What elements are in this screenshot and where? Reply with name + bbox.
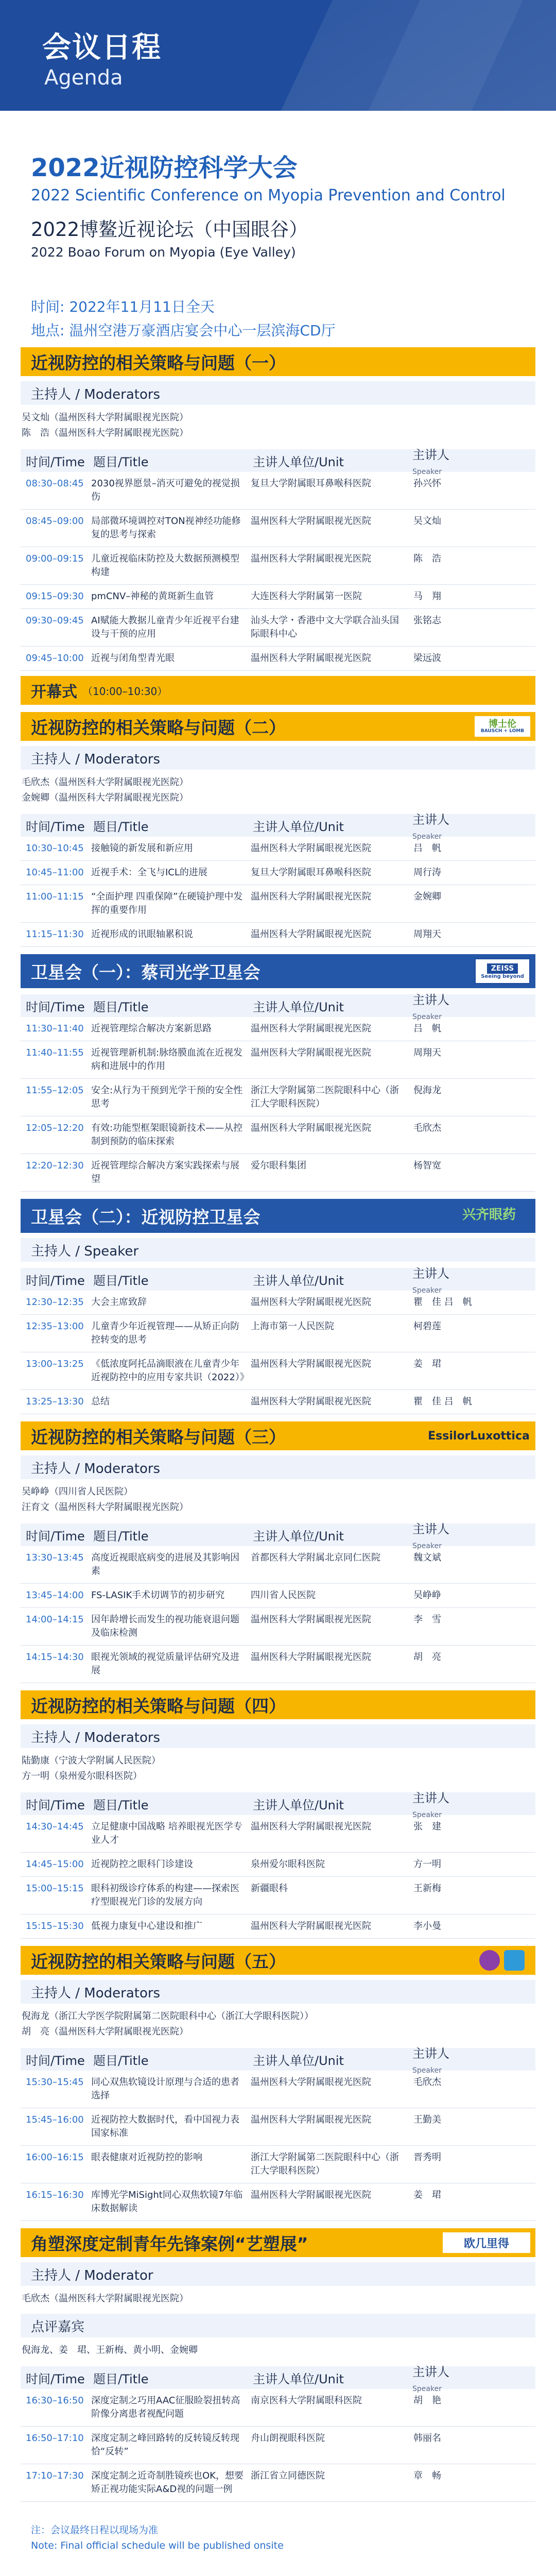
row-unit: 温州医科大学附属眼视光医院 [251, 2077, 371, 2088]
row-title: 近视与闭角型青光眼 [91, 653, 175, 664]
row-speaker: 毛欣杰 [413, 2077, 441, 2088]
role-bar: 主持人 / Moderators [21, 1980, 535, 2004]
role-bar: 主持人 / Moderators [21, 1724, 535, 1748]
row-time: 13:25–13:30 [26, 1396, 84, 1407]
row-title: 近视管理综合解决方案新思路 [91, 1023, 212, 1034]
col-speaker-cn: 主讲人 [412, 1521, 449, 1536]
footer-note [31, 2522, 525, 2553]
person-name: 吴文灿（温州医科大学附属眼视光医院） [22, 412, 188, 423]
row-unit: 爱尔眼科集团 [251, 1160, 306, 1171]
col-speaker-en: Speaker [412, 1810, 442, 1819]
row-time: 14:15–14:30 [26, 1652, 84, 1663]
row-unit: 温州医科大学附属眼视光医院 [251, 929, 371, 940]
row-time: 10:30–10:45 [26, 843, 84, 854]
agenda-row [21, 2427, 535, 2464]
agenda-row [21, 547, 535, 585]
agenda-row [21, 861, 535, 885]
row-time: 11:40–11:55 [26, 1047, 84, 1058]
agenda-row [21, 1815, 535, 1853]
row-unit: 温州医科大学附属眼视光医院 [251, 1396, 371, 1407]
row-title: 总结 [91, 1396, 110, 1407]
row-speaker: 韩丽名 [413, 2433, 441, 2444]
agenda-row [21, 2071, 535, 2108]
row-unit: 首都医科大学附属北京同仁医院 [251, 1552, 380, 1563]
row-unit: 浙江大学附属第二医院眼科中心（浙江大学眼科医院） [251, 1085, 399, 1109]
row-title: 近视防控大数据时代，看中国视力表国家标准 [91, 2114, 239, 2139]
header-title-cn: 会议日程 [42, 31, 162, 64]
section-title: 角塑深度定制青年先锋案例“艺塑展” [31, 2233, 308, 2254]
col-speaker-cn: 主讲人 [412, 447, 449, 462]
col-time: 时间/Time [26, 1798, 85, 1812]
row-unit: 温州医科大学附属眼视光医院 [251, 843, 371, 854]
agenda-row [21, 1584, 535, 1608]
col-title: 题目/Title [93, 454, 149, 469]
agenda-row [21, 472, 535, 510]
col-unit: 主讲人单位/Unit [253, 2371, 344, 2386]
col-speaker-en: Speaker [412, 832, 442, 841]
person-name: 吴峥峥（四川省人民医院） [22, 1486, 133, 1497]
col-unit: 主讲人单位/Unit [253, 454, 344, 469]
row-unit: 温州医科大学附属眼视光医院 [251, 653, 371, 664]
agenda-row [21, 1352, 535, 1390]
table-header [21, 2364, 535, 2393]
row-speaker: 周行涛 [413, 867, 441, 878]
sponsor-logo-sub: Seeing beyond [481, 973, 524, 979]
sponsor-logo-text: ZEISS [487, 963, 518, 974]
row-title: 眼表健康对近视防控的影响 [91, 2152, 202, 2163]
agenda-row [21, 1154, 535, 1192]
section-title-bar [21, 954, 535, 988]
agenda-row [21, 1546, 535, 1584]
col-time: 时间/Time [26, 819, 85, 834]
col-speaker [410, 2362, 472, 2394]
row-unit: 泉州爱尔眼科医院 [251, 1859, 325, 1870]
row-title: 近视管理综合解决方案实践探索与展望 [91, 1160, 239, 1184]
col-title: 题目/Title [93, 819, 149, 834]
row-time: 08:45–09:00 [26, 516, 84, 527]
row-time: 14:45–15:00 [26, 1859, 84, 1870]
table-header [21, 812, 535, 841]
row-title: 高度近视眼底病变的进展及其影响因素 [91, 1552, 239, 1577]
row-unit: 温州医科大学附属眼视光医院 [251, 1652, 371, 1663]
row-speaker: 吕 帆 [413, 843, 441, 854]
row-title: 眼科初级诊疗体系的构建——探索医疗型眼视光门诊的发展方向 [91, 1883, 239, 1907]
person-name: 方一明（泉州爱尔眼科医院） [22, 1771, 142, 1782]
role-bar: 主持人 / Moderators [21, 1455, 535, 1479]
conference-name-en: 2022 Scientific Conference on Myopia Prevention and Control [31, 187, 506, 205]
opening-title: 开幕式 [31, 683, 77, 701]
col-title: 题目/Title [93, 1798, 149, 1812]
conference-time: 时间: 2022年11月11日全天 [31, 298, 215, 315]
col-time: 时间/Time [26, 2371, 85, 2386]
col-unit: 主讲人单位/Unit [253, 999, 344, 1014]
col-title: 题目/Title [93, 2053, 149, 2068]
role-bar: 主持人 / Speaker [21, 1238, 535, 1262]
row-title: 大会主席致辞 [91, 1297, 147, 1308]
row-title: 同心双焦软镜设计原理与合适的患者选择 [91, 2077, 239, 2101]
agenda-row [21, 585, 535, 609]
row-speaker: 胡 亮 [413, 1652, 441, 1663]
col-time: 时间/Time [26, 999, 85, 1014]
section-title: 卫星会（一）：蔡司光学卫星会 [31, 962, 260, 982]
col-speaker-cn: 主讲人 [412, 1790, 449, 1805]
row-time: 16:50–17:10 [26, 2433, 84, 2444]
row-speaker: 吴文灿 [413, 516, 441, 527]
row-speaker: 周翔天 [413, 1047, 441, 1058]
person-name: 陈 浩（温州医科大学附属眼视光医院） [22, 428, 188, 438]
sponsor-logo [475, 716, 530, 737]
agenda-row [21, 1608, 535, 1646]
col-time: 时间/Time [26, 1273, 85, 1288]
section-title-bar [21, 712, 535, 741]
header-title-en: Agenda [44, 66, 123, 90]
row-speaker: 瞿 佳 吕 帆 [413, 1396, 472, 1407]
row-speaker: 方一明 [413, 1859, 441, 1870]
role-persons [21, 2286, 535, 2309]
row-time: 15:15–15:30 [26, 1921, 84, 1931]
row-speaker: 倪海龙 [413, 1085, 441, 1096]
row-title: 库博光学MiSight同心双焦软镜7年临床数据解读 [91, 2190, 243, 2214]
row-title: 安全:从行为干预到光学干预的安全性思考 [91, 1085, 243, 1109]
col-unit: 主讲人单位/Unit [253, 819, 344, 834]
person-name: 金婉卿（温州医科大学附属眼视光医院） [22, 792, 188, 803]
agenda-row [21, 2464, 535, 2502]
agenda-row [21, 2389, 535, 2427]
row-speaker: 魏文斌 [413, 1552, 441, 1563]
row-speaker: 瞿 佳 吕 帆 [413, 1297, 472, 1308]
agenda-row [21, 2146, 535, 2183]
row-unit: 复旦大学附属眼耳鼻喉科医院 [251, 867, 371, 878]
row-time: 13:30–13:45 [26, 1552, 84, 1563]
col-speaker-cn: 主讲人 [412, 1266, 449, 1281]
row-unit: 浙江省立同德医院 [251, 2470, 325, 2481]
agenda-row [21, 2183, 535, 2221]
row-speaker: 姜 珺 [413, 2190, 441, 2200]
section-list-rest [21, 712, 535, 2502]
row-speaker: 姜 珺 [413, 1359, 441, 1369]
section-title-bar [21, 1946, 535, 1975]
row-time: 11:55–12:05 [26, 1085, 84, 1096]
row-speaker: 吕 帆 [413, 1023, 441, 1034]
row-unit: 温州医科大学附属眼视光医院 [251, 1359, 371, 1369]
row-unit: 浙江大学附属第二医院眼科中心（浙江大学眼科医院） [251, 2152, 399, 2176]
row-title: 《低浓度阿托品滴眼液在儿童青少年近视防控中的应用专家共识（2022）》 [91, 1359, 249, 1383]
row-title: 深度定制之峰回路转的反转镜反转现恰“反转” [91, 2433, 239, 2457]
row-speaker: 李 雪 [413, 1614, 441, 1625]
agenda-header [0, 0, 556, 111]
row-unit: 温州医科大学附属眼视光医院 [251, 891, 371, 902]
row-speaker: 陈 浩 [413, 553, 441, 564]
row-speaker: 梁远波 [413, 653, 441, 664]
row-title: 局部微环境调控对TON视神经功能修复的思考与探索 [91, 516, 241, 540]
row-speaker: 王勤美 [413, 2114, 441, 2125]
row-speaker: 胡 艳 [413, 2395, 441, 2406]
col-speaker [410, 809, 472, 842]
row-unit: 温州医科大学附属眼视光医院 [251, 1921, 371, 1931]
row-title: 儿童青少年近视管理——从矫正向防控转变的思考 [91, 1321, 239, 1345]
row-title: 立足健康中国战略 培养眼视光医学专业人才 [91, 1821, 242, 1845]
footer-note-cn: 注：会议最终日程以现场为准 [31, 2524, 159, 2536]
row-title: AI赋能大教据儿童青少年近视平台建设与干预的应用 [91, 615, 239, 639]
agenda-row [21, 1646, 535, 1683]
person-name: 汪育文（温州医科大学附属眼视光医院） [22, 1502, 188, 1513]
col-speaker-cn: 主讲人 [412, 2046, 449, 2061]
row-time: 12:20–12:30 [26, 1160, 84, 1171]
role-persons [21, 405, 535, 443]
sponsor-logo-square [504, 1950, 525, 1971]
col-speaker-cn: 主讲人 [412, 2364, 449, 2379]
person-name: 毛欣杰（温州医科大学附属眼视光医院） [22, 2293, 188, 2304]
col-speaker-cn: 主讲人 [412, 812, 449, 827]
row-speaker: 王新梅 [413, 1883, 441, 1894]
row-time: 13:00–13:25 [26, 1359, 84, 1369]
row-unit: 南京医科大学附属眼科医院 [251, 2395, 362, 2406]
row-speaker: 孙兴怀 [413, 478, 441, 489]
row-title: 2030视界愿景–消灭可避免的视觉损伤 [91, 478, 240, 502]
row-title: 近视防控之眼科门诊建设 [91, 1859, 193, 1870]
row-unit: 温州医科大学附属眼视光医院 [251, 2114, 371, 2125]
col-unit: 主讲人单位/Unit [253, 1529, 344, 1544]
col-time: 时间/Time [26, 454, 85, 469]
section-title: 近视防控的相关策略与问题（二） [31, 717, 286, 738]
col-time: 时间/Time [26, 1529, 85, 1544]
row-time: 09:30–09:45 [26, 615, 84, 626]
row-unit: 复旦大学附属眼耳鼻喉科医院 [251, 478, 371, 489]
agenda-row [21, 923, 535, 947]
opening-block [21, 676, 535, 705]
row-unit: 大连医科大学附属第一医院 [251, 591, 362, 602]
table-header [21, 1266, 535, 1295]
row-time: 09:15–09:30 [26, 591, 84, 602]
row-time: 08:30–08:45 [26, 478, 84, 489]
col-time: 时间/Time [26, 2053, 85, 2068]
row-speaker: 章 畅 [413, 2470, 441, 2481]
row-time: 11:15–11:30 [26, 929, 84, 940]
col-title: 题目/Title [93, 1529, 149, 1544]
person-name: 毛欣杰（温州医科大学附属眼视光医院） [22, 777, 188, 788]
col-speaker [410, 445, 472, 477]
agenda-row [21, 1877, 535, 1914]
row-unit: 温州医科大学附属眼视光医院 [251, 1297, 371, 1308]
role-bar: 点评嘉宾 [21, 2314, 535, 2337]
section-title: 近视防控的相关策略与问题（一） [31, 352, 286, 373]
row-time: 12:30–12:35 [26, 1297, 84, 1308]
footer-note-en: Note: Final official schedule will be published onsite [31, 2540, 284, 2551]
table-header [21, 2046, 535, 2075]
row-unit: 新疆眼科 [251, 1883, 288, 1894]
role-persons [21, 1748, 535, 1786]
agenda-row [21, 1390, 535, 1414]
sponsor-logo-en: BAUSCH + LOMB [480, 728, 525, 734]
row-time: 16:30–16:50 [26, 2395, 84, 2406]
agenda-row [21, 1079, 535, 1116]
row-time: 15:45–16:00 [26, 2114, 84, 2125]
row-time: 13:45–14:00 [26, 1590, 84, 1601]
person-name: 胡 亮（温州医科大学附属眼视光医院） [22, 2026, 188, 2037]
conference-place: 地点: 温州空港万豪酒店宴会中心一层滨海CD厅 [31, 322, 336, 339]
row-time: 14:00–14:15 [26, 1614, 84, 1625]
row-unit: 温州医科大学附属眼视光医院 [251, 1123, 371, 1133]
row-time: 11:00–11:15 [26, 891, 84, 902]
row-unit: 四川省人民医院 [251, 1590, 316, 1601]
row-time: 11:30–11:40 [26, 1023, 84, 1034]
table-header [21, 1790, 535, 1819]
row-speaker: 杨智宽 [413, 1160, 441, 1171]
col-unit: 主讲人单位/Unit [253, 1798, 344, 1812]
row-time: 16:15–16:30 [26, 2190, 84, 2200]
col-title: 题目/Title [93, 2371, 149, 2386]
agenda-row [21, 647, 535, 671]
row-unit: 温州医科大学附属眼视光医院 [251, 1023, 371, 1034]
row-title: 因年龄增长而发生的视功能衰退问题及临床检测 [91, 1614, 239, 1638]
section-title-bar [21, 1690, 535, 1719]
row-time: 09:00–09:15 [26, 553, 84, 564]
row-time: 17:10–17:30 [26, 2470, 84, 2481]
col-speaker-en: Speaker [412, 467, 442, 476]
agenda-row [21, 510, 535, 547]
col-title: 题目/Title [93, 999, 149, 1014]
role-bar: 主持人 / Moderators [21, 381, 535, 405]
table-header [21, 992, 535, 1021]
row-title: 近视手术：全飞与ICL的进展 [91, 867, 207, 878]
section-title-bar [21, 1421, 535, 1450]
agenda-row [21, 2108, 535, 2146]
row-speaker: 马 翔 [413, 591, 441, 602]
row-time: 15:00–15:15 [26, 1883, 84, 1894]
row-time: 12:05–12:20 [26, 1123, 84, 1133]
row-title: 深度定制之巧用AAC征服睑裂扭转高阶像分离患者视配问题 [91, 2395, 240, 2419]
row-speaker: 晋秀明 [413, 2152, 441, 2163]
row-speaker: 毛欣杰 [413, 1123, 441, 1133]
col-speaker [410, 1263, 472, 1296]
role-bar: 主持人 / Moderators [21, 746, 535, 770]
row-speaker: 金婉卿 [413, 891, 441, 902]
col-speaker [410, 1519, 472, 1551]
row-time: 12:35–13:00 [26, 1321, 84, 1332]
row-title: pmCNV–神秘的黄斑新生血管 [91, 591, 214, 602]
agenda-row [21, 885, 535, 923]
row-title: “全面护理 四重保障”在硬镜护理中发挥的重要作用 [91, 891, 243, 916]
section-title-bar [21, 1199, 535, 1233]
row-speaker: 李小曼 [413, 1921, 441, 1931]
role-persons [21, 1479, 535, 1517]
row-time: 09:45–10:00 [26, 653, 84, 664]
row-title: 眼视光领域的视觉质量评估研究及进展 [91, 1652, 239, 1676]
row-title: 近视形成的讯眼轴累积说 [91, 929, 193, 940]
row-unit: 温州医科大学附属眼视光医院 [251, 1821, 371, 1832]
row-time: 14:30–14:45 [26, 1821, 84, 1832]
col-speaker-en: Speaker [412, 1286, 442, 1295]
sponsor-logo [475, 958, 530, 984]
agenda-row [21, 1853, 535, 1877]
table-header [21, 447, 535, 476]
sponsor-logo-pair [474, 1950, 530, 1971]
role-persons [21, 2337, 535, 2360]
sponsor-logo-circle [479, 1950, 500, 1971]
row-unit: 舟山朗视眼科医院 [251, 2433, 325, 2444]
row-title: 儿童近视临床防控及大数据预测模型构建 [91, 553, 239, 578]
col-title: 题目/Title [93, 1273, 149, 1288]
col-unit: 主讲人单位/Unit [253, 2053, 344, 2068]
role-persons [21, 770, 535, 808]
agenda-row [21, 609, 535, 647]
row-unit: 温州医科大学附属眼视光医院 [251, 2190, 371, 2200]
table-header [21, 1521, 535, 1550]
sponsor-logo: 兴齐眼药 [462, 1207, 516, 1223]
row-speaker: 周翔天 [413, 929, 441, 940]
col-speaker-en: Speaker [412, 1541, 442, 1550]
agenda-row [21, 1116, 535, 1154]
row-unit: 汕头大学・香港中文大学联合汕头国际眼科中心 [251, 615, 399, 639]
conference-intro [0, 111, 556, 340]
sponsor-logo-cn: 博士伦 [489, 718, 516, 730]
row-title: 近视管理新机制:脉络膜血流在近视发病和进展中的作用 [91, 1047, 243, 1072]
person-name: 陆勤康（宁波大学附属人民医院） [22, 1755, 161, 1766]
sponsor-logo: EssilorLuxottica [427, 1426, 530, 1446]
row-speaker: 吴峥峥 [413, 1590, 441, 1601]
col-speaker [410, 2043, 472, 2076]
row-unit: 温州医科大学附属眼视光医院 [251, 1047, 371, 1058]
row-time: 10:45–11:00 [26, 867, 84, 878]
row-unit: 温州医科大学附属眼视光医院 [251, 516, 371, 527]
row-title: 接触镜的新发展和新应用 [91, 843, 193, 854]
section-title: 卫星会（二）：近视防控卫星会 [31, 1207, 260, 1227]
row-time: 16:00–16:15 [26, 2152, 84, 2163]
agenda-row [21, 1315, 535, 1352]
opening-ceremony-bar [21, 676, 535, 705]
agenda-row [21, 1041, 535, 1079]
col-speaker [410, 1788, 472, 1820]
row-speaker: 柯碧莲 [413, 1321, 441, 1332]
section-title-bar [21, 2228, 535, 2257]
col-speaker [410, 990, 472, 1022]
row-unit: 上海市第一人民医院 [251, 1321, 334, 1332]
row-title: 有效:功能型框架眼镜新技术——从控制到预防的临床探索 [91, 1123, 243, 1147]
section-title: 近视防控的相关策略与问题（四） [31, 1696, 286, 1716]
forum-name-cn: 2022博鳌近视论坛（中国眼谷） [31, 218, 308, 241]
opening-time: （10:00–10:30） [82, 685, 168, 698]
col-speaker-cn: 主讲人 [412, 992, 449, 1007]
person-name: 倪海龙、姜 珺、王新梅、黄小明、金婉卿 [22, 2345, 198, 2355]
role-persons [21, 2004, 535, 2042]
agenda-row [21, 1914, 535, 1939]
row-title: 低视力康复中心建设和推广 [91, 1921, 202, 1931]
row-title: FS-LASIK手术切调节的初步研究 [91, 1590, 225, 1601]
role-bar: 主持人 / Moderator [21, 2262, 535, 2286]
col-speaker-en: Speaker [412, 2066, 442, 2075]
row-title: 深度定制之近奇制胜镜疾也OK，想要矫正视功能实际A&D视的问题一例 [91, 2470, 244, 2495]
row-speaker: 张铭志 [413, 615, 441, 626]
col-speaker-en: Speaker [412, 1012, 442, 1021]
conference-name-cn: 2022近视防控科学大会 [31, 154, 298, 182]
col-unit: 主讲人单位/Unit [253, 1273, 344, 1288]
row-speaker: 张 建 [413, 1821, 441, 1832]
row-unit: 温州医科大学附属眼视光医院 [251, 1614, 371, 1625]
section-list-first [21, 347, 535, 671]
row-unit: 温州医科大学附属眼视光医院 [251, 553, 371, 564]
forum-name-en: 2022 Boao Forum on Myopia (Eye Valley) [31, 245, 296, 260]
section-title: 近视防控的相关策略与问题（五） [31, 1951, 286, 1972]
row-time: 15:30–15:45 [26, 2077, 84, 2088]
person-name: 倪海龙（浙江大学医学院附属第二医院眼科中心（浙江大学眼科医院）） [22, 2011, 314, 2022]
col-speaker-en: Speaker [412, 2384, 442, 2393]
sponsor-logo: 欧几里得 [443, 2232, 530, 2253]
section-title: 近视防控的相关策略与问题（三） [31, 1427, 286, 1447]
section-title-bar [21, 347, 535, 376]
